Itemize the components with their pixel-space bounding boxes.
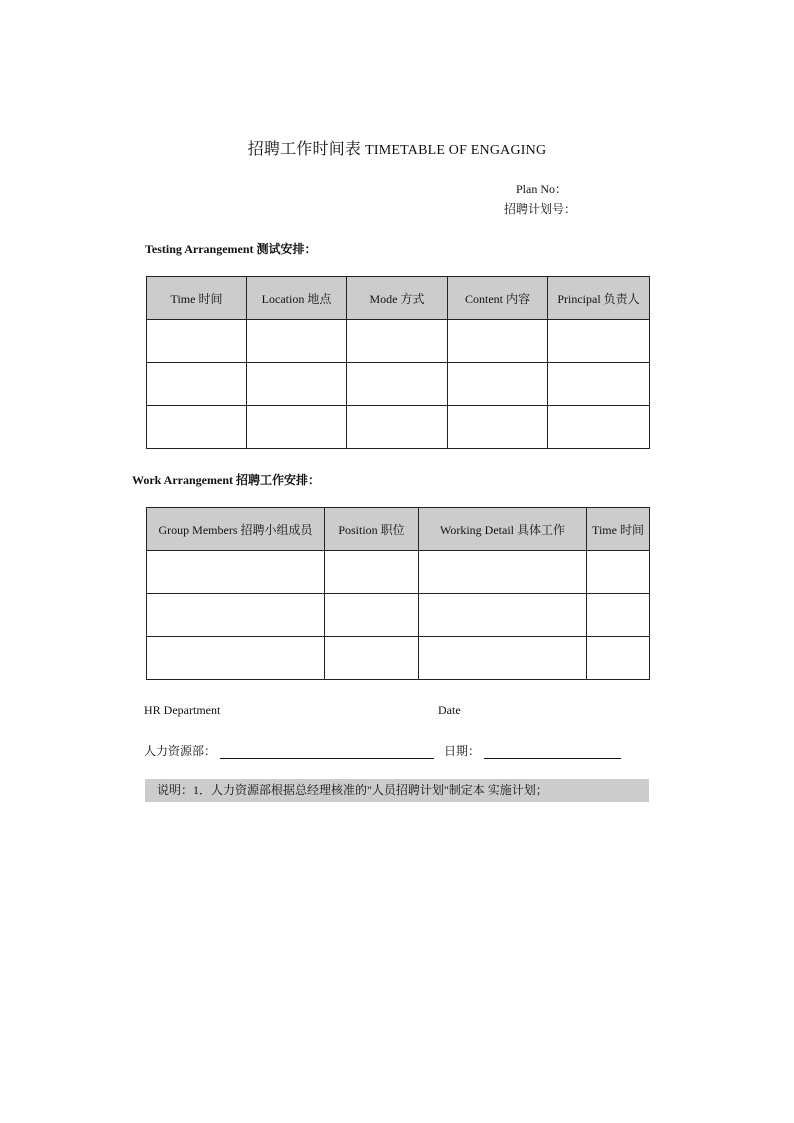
header-group-members: Group Members 招聘小组成员 xyxy=(147,508,325,551)
header-working-detail: Working Detail 具体工作 xyxy=(419,508,587,551)
table-cell[interactable] xyxy=(247,320,347,363)
header-content: Content 内容 xyxy=(448,277,548,320)
table-cell[interactable] xyxy=(548,406,650,449)
table-cell[interactable] xyxy=(587,594,650,637)
table-cell[interactable] xyxy=(587,551,650,594)
table-row xyxy=(147,320,650,363)
hr-signature-line[interactable] xyxy=(220,744,434,759)
testing-arrangement-table xyxy=(146,276,650,449)
table-cell[interactable] xyxy=(325,594,419,637)
table-row xyxy=(147,406,650,449)
table-cell[interactable] xyxy=(419,594,587,637)
plan-number-cn-label: 招聘计划号： xyxy=(504,202,577,216)
table-cell[interactable] xyxy=(448,363,548,406)
table-cell[interactable] xyxy=(587,637,650,680)
header-time: Time 时间 xyxy=(587,508,650,551)
title-en: TIMETABLE OF ENGAGING xyxy=(365,143,547,158)
table-row xyxy=(147,363,650,406)
date-cn-label: 日期： xyxy=(444,744,481,758)
note-bar: 说明：1．人力资源部根据总经理核准的"人员招聘计划"制定本 实施计划； xyxy=(145,779,649,802)
table-cell[interactable] xyxy=(147,551,325,594)
table-row xyxy=(147,551,650,594)
testing-arrangement-label: Testing Arrangement 测试安排： xyxy=(145,242,317,256)
table-cell[interactable] xyxy=(247,363,347,406)
table-cell[interactable] xyxy=(147,363,247,406)
table-cell[interactable] xyxy=(548,320,650,363)
table-cell[interactable] xyxy=(147,594,325,637)
table-row xyxy=(147,594,650,637)
hr-signature-row xyxy=(144,742,434,759)
date-label-en: Date xyxy=(438,703,461,717)
table-cell[interactable] xyxy=(448,406,548,449)
header-location: Location 地点 xyxy=(247,277,347,320)
title-cn: 招聘工作时间表 xyxy=(247,141,362,158)
table-cell[interactable] xyxy=(147,320,247,363)
header-mode: Mode 方式 xyxy=(347,277,448,320)
table-cell[interactable] xyxy=(347,406,448,449)
header-time: Time 时间 xyxy=(147,277,247,320)
table-cell[interactable] xyxy=(448,320,548,363)
table-row xyxy=(147,637,650,680)
table-cell[interactable] xyxy=(147,406,247,449)
plan-no-label: Plan No： xyxy=(516,182,568,196)
table-cell[interactable] xyxy=(419,551,587,594)
work-arrangement-table xyxy=(146,507,650,680)
table-header-row xyxy=(147,508,650,551)
table-cell[interactable] xyxy=(419,637,587,680)
header-principal: Principal 负责人 xyxy=(548,277,650,320)
date-signature-row xyxy=(444,742,621,759)
table-cell[interactable] xyxy=(325,637,419,680)
table-cell[interactable] xyxy=(147,637,325,680)
table-cell[interactable] xyxy=(247,406,347,449)
document-title xyxy=(0,136,794,159)
table-cell[interactable] xyxy=(347,320,448,363)
date-signature-line[interactable] xyxy=(484,744,621,759)
header-position: Position 职位 xyxy=(325,508,419,551)
table-cell[interactable] xyxy=(347,363,448,406)
work-arrangement-label: Work Arrangement 招聘工作安排： xyxy=(132,473,320,487)
table-cell[interactable] xyxy=(548,363,650,406)
table-header-row xyxy=(147,277,650,320)
table-cell[interactable] xyxy=(325,551,419,594)
hr-department-label: HR Department xyxy=(144,703,221,717)
hr-cn-label: 人力资源部： xyxy=(144,744,217,758)
